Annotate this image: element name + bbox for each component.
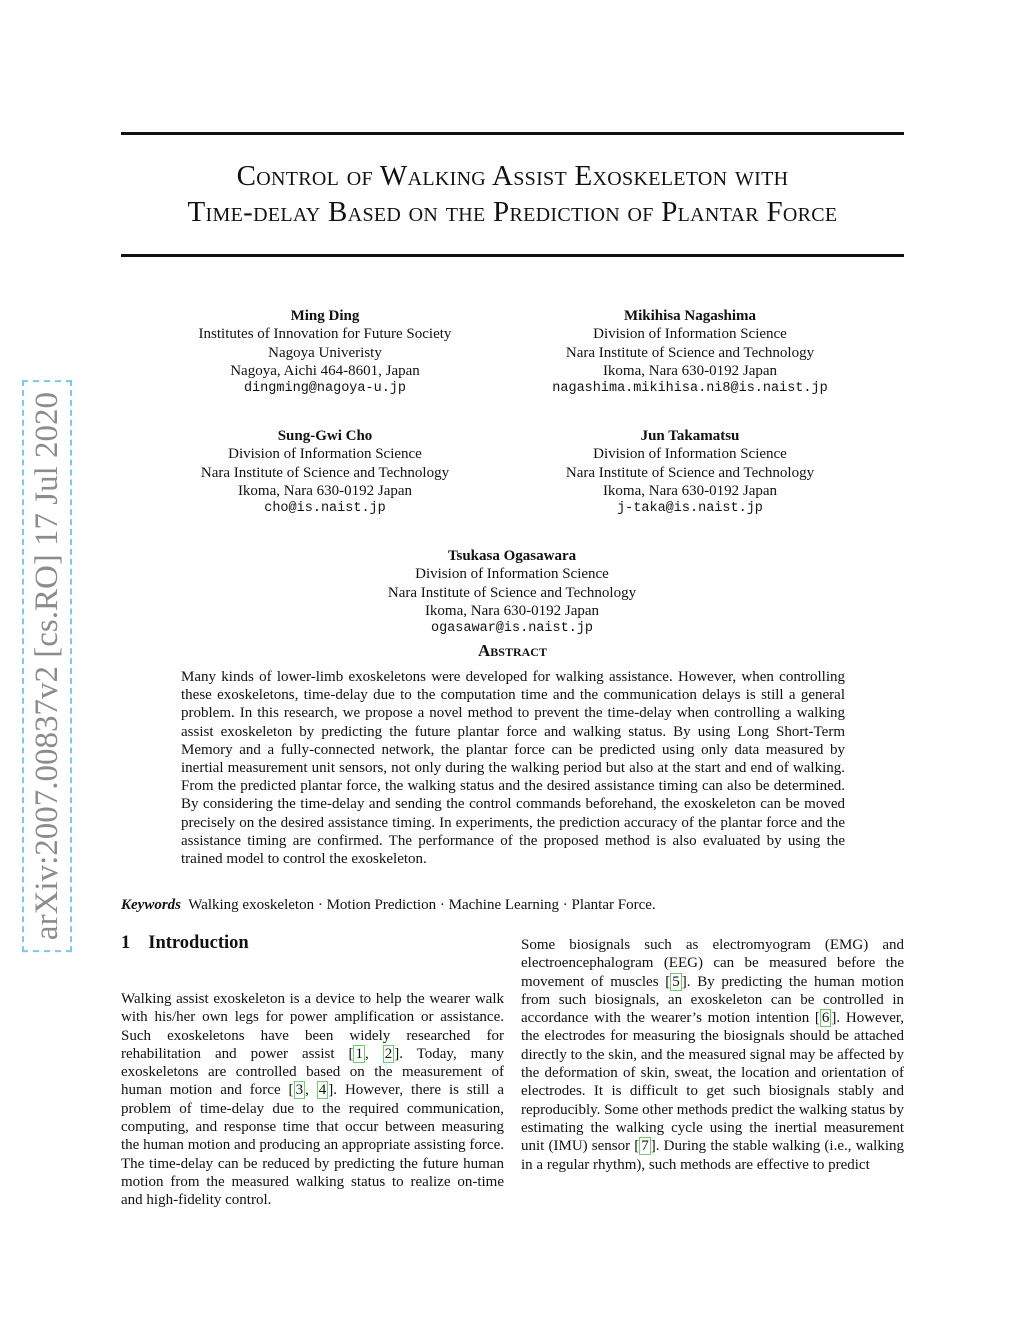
author-affiliation: Division of Information Science — [415, 566, 609, 583]
author-block — [165, 307, 485, 398]
paragraph-text: Some biosignals such as electromyogram (EMG) and electroencephalogram (EEG) can be measured before the movement of muscles [ — [521, 937, 904, 990]
section-heading — [121, 933, 249, 954]
author-address: Ikoma, Nara 630-0192 Japan — [237, 482, 413, 499]
author-affiliation: Institutes of Innovation for Future Society — [198, 326, 452, 343]
author-name: Sung-Gwi Cho — [277, 428, 373, 444]
citation-link[interactable]: 1 — [355, 1045, 363, 1062]
author-affiliation: Nara Institute of Science and Technology — [200, 464, 450, 481]
arxiv-identifier: arXiv:2007.00837v2 [cs.RO] 17 Jul 2020 — [22, 380, 72, 952]
citation-link[interactable]: 4 — [318, 1082, 327, 1099]
intro-right-column — [521, 936, 904, 1174]
author-address: Nagoya, Aichi 464-8601, Japan — [230, 362, 420, 379]
keywords-label: Keywords — [121, 897, 181, 913]
title-line-2: Time-delay Based on the Prediction of Plantar Force — [187, 196, 838, 228]
author-affiliation: Nara Institute of Science and Technology — [565, 344, 815, 361]
author-email[interactable]: j-taka@is.naist.jp — [617, 501, 763, 517]
paragraph-text: , — [364, 1045, 383, 1062]
author-block — [165, 427, 485, 518]
author-name: Ming Ding — [290, 308, 360, 324]
author-affiliation: Division of Information Science — [593, 446, 787, 463]
paragraph-text: ]. However, there is still a problem of time-delay due to the required communication, computing, and response time that occur between measuring the human motion and producing an appropriate assisting force. The time-delay can be reduced by predicting the future human motion from the measured walking status to realize on-time and high-fidelity control. — [121, 1082, 504, 1209]
author-address: Ikoma, Nara 630-0192 Japan — [602, 362, 778, 379]
author-affiliation: Nara Institute of Science and Technology — [565, 464, 815, 481]
citation-link[interactable]: 3 — [295, 1082, 304, 1099]
author-affiliation: Nara Institute of Science and Technology — [387, 584, 637, 601]
title-line-1: Control of Walking Assist Exoskeleton with — [236, 160, 789, 192]
abstract-text: Many kinds of lower-limb exoskeletons were developed for walking assistance. However, when controlling these exoskeletons, time-delay due to the computation time and the communication delays is still a general problem. In this research, we propose a novel method to prevent the time-delay when controlling a walking assist exoskeleton by predicting the future plantar force and walking status. By using Long Short-Term Memory and a fully-connected network, the plantar force can be predicted using only data measured by inertial measurement unit sensors, not only during the walking period but also at the start and end of walking. From the predicted plantar force, the walking status and the desired assistance timing can also be determined. By considering the time-delay and sending the control commands beforehand, the exoskeleton can be moved precisely on the desired assistance timing. In experiments, the prediction accuracy of the plantar force and the assistance timing are confirmed. The performance of the proposed method is also evaluated by using the trained model to control the exoskeleton. — [181, 669, 845, 868]
citation-link[interactable]: 2 — [384, 1045, 393, 1062]
author-email[interactable]: nagashima.mikihisa.ni8@is.naist.jp — [552, 381, 828, 397]
keywords-list: Walking exoskeleton · Motion Prediction · Machine Learning · Plantar Force. — [188, 897, 656, 913]
intro-left-column — [121, 990, 504, 1210]
top-rule — [121, 132, 904, 135]
author-address: Ikoma, Nara 630-0192 Japan — [602, 482, 778, 499]
author-affiliation: Division of Information Science — [593, 326, 787, 343]
paragraph-text: Walking assist exoskeleton is a device to help the wearer walk with his/her own legs for power amplification or assistance. Such exoskeletons have been widely researched for rehabilitation and power assist [ — [121, 991, 504, 1062]
paper-title — [121, 158, 904, 230]
author-block — [520, 307, 860, 398]
section-title: Introduction — [148, 933, 249, 953]
abstract-heading: Abstract — [478, 641, 547, 660]
author-address: Ikoma, Nara 630-0192 Japan — [424, 602, 600, 619]
bottom-rule — [121, 254, 904, 257]
author-block — [342, 547, 682, 638]
citation-link[interactable]: 5 — [672, 973, 680, 990]
paragraph-text: ]. Today, many exoskeletons are controlled based on the measurement of human motion and force [ — [121, 1045, 504, 1099]
author-email[interactable]: ogasawar@is.naist.jp — [430, 621, 594, 637]
author-block — [520, 427, 860, 518]
author-name: Mikihisa Nagashima — [623, 308, 757, 324]
paragraph-text: ]. During the stable walking (i.e., walking in a regular rhythm), such methods are effective to predict — [521, 1138, 904, 1173]
paragraph-text: ]. By predicting the human motion from such biosignals, an exoskeleton can be controlled in accordance with the wearer’s motion intention [ — [521, 973, 904, 1027]
author-name: Tsukasa Ogasawara — [447, 548, 577, 564]
keywords — [121, 897, 656, 914]
citation-link[interactable]: 6 — [821, 1010, 830, 1027]
citation-link[interactable]: 7 — [641, 1138, 649, 1155]
author-email[interactable]: cho@is.naist.jp — [264, 501, 386, 517]
paragraph-text: ]. However, the electrodes for measuring the biosignals should be attached directly to the skin, and the measured signal may be affected by the deformation of skin, sweat, the location and orientation of electrodes. It is difficult to get such biosignals stably and reproducibly. Some other methods predict the walking status by estimating the walking cycle using the inertial measurement unit (IMU) sensor [ — [521, 1010, 904, 1155]
author-affiliation: Nagoya Univeristy — [268, 344, 382, 361]
author-email[interactable]: dingming@nagoya-u.jp — [243, 381, 407, 397]
author-name: Jun Takamatsu — [640, 428, 740, 444]
author-affiliation: Division of Information Science — [228, 446, 422, 463]
paragraph-text: , — [305, 1082, 317, 1099]
section-number: 1 — [121, 933, 131, 953]
